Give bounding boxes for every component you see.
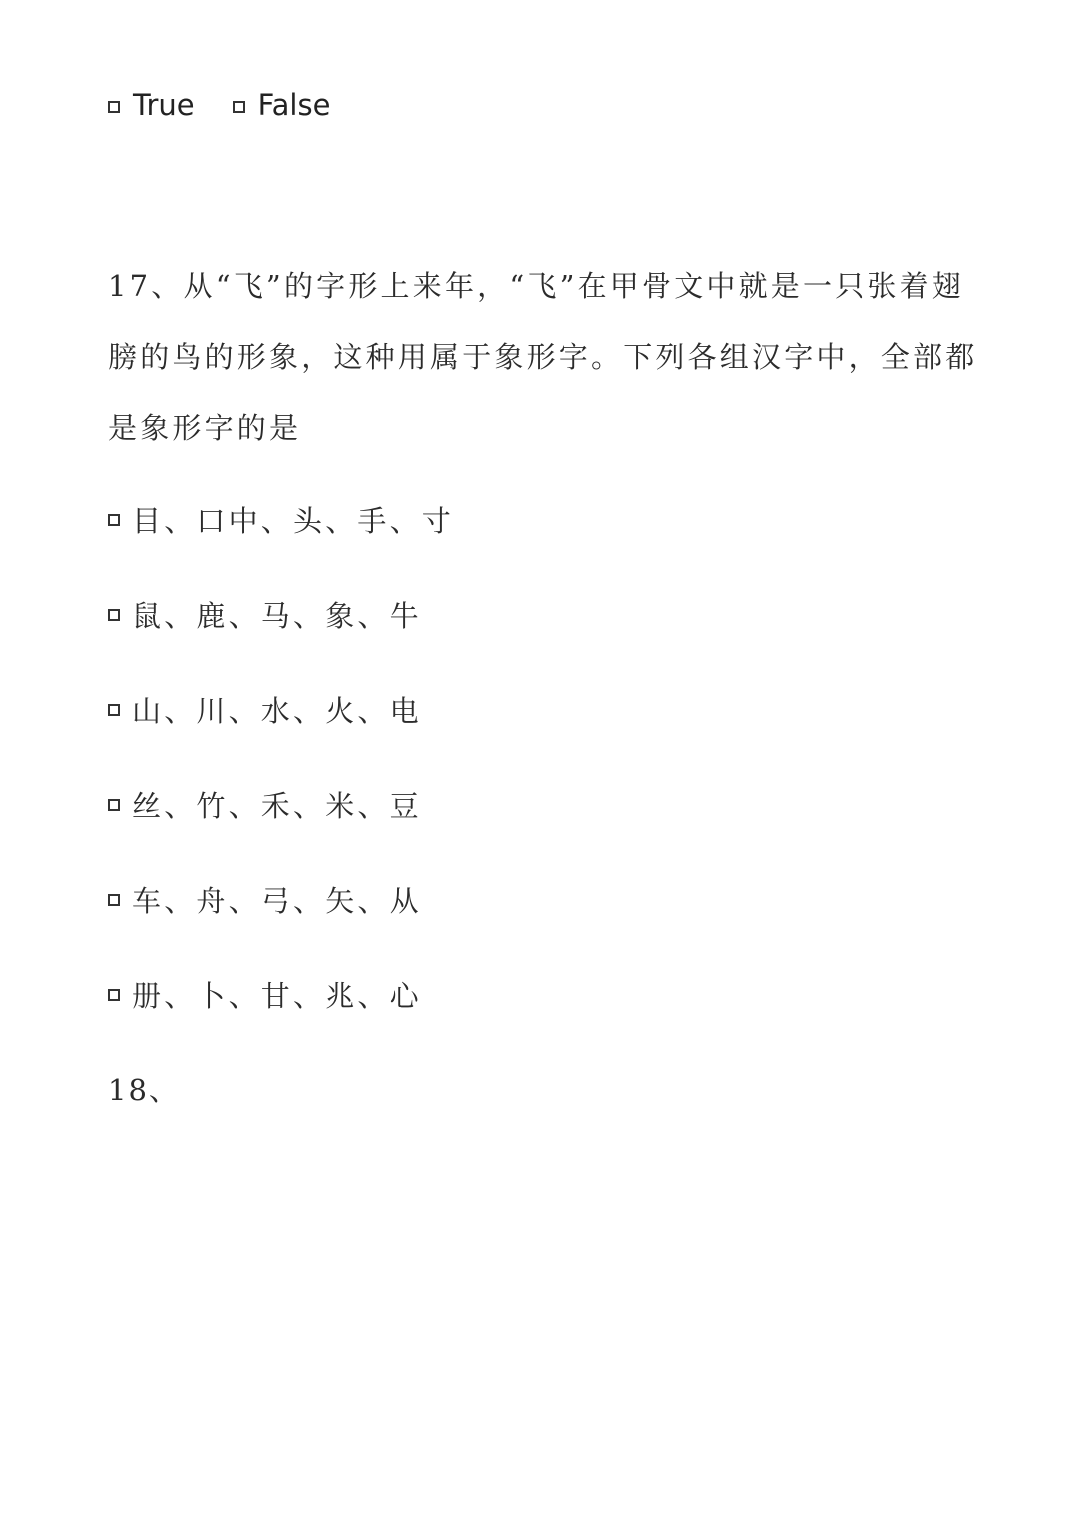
option-label: 册、卜、甘、兆、心	[132, 978, 422, 1013]
question-17-option-2[interactable]	[108, 594, 422, 634]
checkbox-icon[interactable]	[108, 704, 120, 716]
true-false-options	[108, 84, 368, 126]
question-17-option-5[interactable]	[108, 879, 422, 919]
question-17-option-4[interactable]	[108, 784, 422, 824]
option-label: 鼠、鹿、马、象、牛	[132, 598, 422, 633]
checkbox-icon[interactable]	[108, 799, 120, 811]
question-17-option-3[interactable]	[108, 689, 422, 729]
question-18-number: 18、	[108, 1073, 180, 1107]
question-17-option-1[interactable]	[108, 499, 454, 539]
option-label: 车、舟、弓、矢、从	[132, 883, 422, 918]
false-label: False	[257, 88, 331, 122]
checkbox-icon[interactable]	[108, 101, 120, 113]
true-label: True	[133, 88, 195, 122]
option-label: 山、川、水、火、电	[132, 693, 422, 728]
checkbox-icon[interactable]	[108, 989, 120, 1001]
true-option[interactable]	[108, 88, 195, 122]
checkbox-icon[interactable]	[108, 609, 120, 621]
checkbox-icon[interactable]	[233, 101, 245, 113]
question-17-text: 17、从“飞”的字形上来年，“飞”在甲骨文中就是一只张着翅膀的鸟的形象，这种用属于象形字。下列各组汉字中，全部都是象形字的是	[108, 269, 978, 445]
option-label: 丝、竹、禾、米、豆	[132, 788, 422, 823]
question-17-option-6[interactable]	[108, 974, 422, 1014]
checkbox-icon[interactable]	[108, 894, 120, 906]
false-option[interactable]	[233, 88, 331, 122]
checkbox-icon[interactable]	[108, 514, 120, 526]
option-label: 目、口中、头、手、寸	[132, 503, 455, 538]
